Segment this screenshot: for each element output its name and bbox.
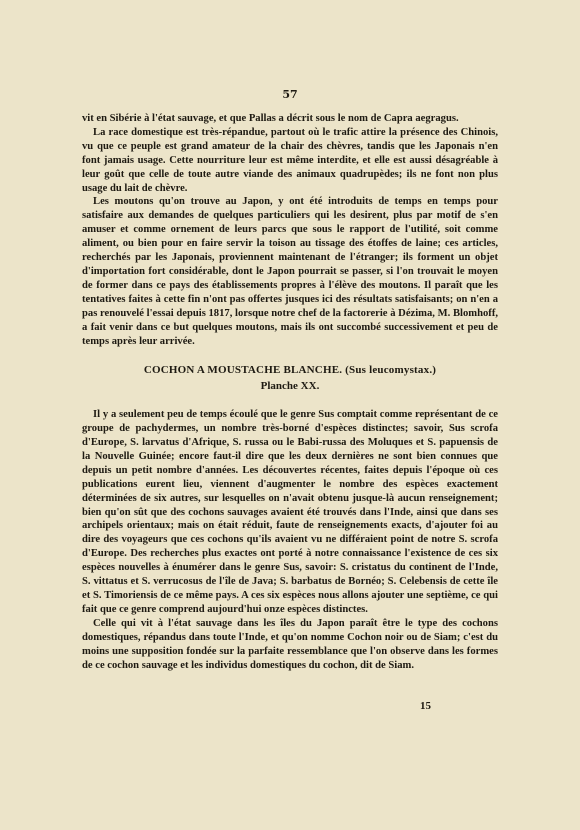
paragraph: La race domestique est très-répandue, partout où le trafic attire la présence des Chinois, vu que ce peuple est grand amateur de la chair des chèvres, tandis que les Japonais n'en font jamais usage. Cette nourriture leur est même interdite, et elle est aussi désagréable à leur goût que celle de toute autre viande des animaux quadrupèdes; ils ne font non plus usage du lait de chèvre. bbox=[82, 126, 498, 194]
paragraph: Celle qui vit à l'état sauvage dans les îles du Japon paraît être le type des cochons domestiques, répandus dans toute l'Inde, et qu'on nomme Cochon noir ou de Siam; c'est du moins une supposition fondée sur la parfaite ressemblance que l'on observe dans les formes de ce cochon sauvage et les individus domestiques du cochon, dit de Siam. bbox=[82, 617, 498, 671]
paragraph: Il y a seulement peu de temps écoulé que le genre Sus comptait comme représentant de ce groupe de pachydermes, un nombre très-borné d'espèces distinctes; savoir, Sus scrofa d'Europe, S. larvatus d'Afrique, S. russa ou le Babi-russa des Moluques et S. papuensis de la Nouvelle Guinée; encore faut-il dire que les deux dernières ne sont bien connues que depuis un petit nombre d'années. Les découvertes récentes, faites depuis l'époque où ces publications eurent lieu, viennent d'augmenter le nombre des espèces exactement déterminées de six autres, sur lesquelles on n'avait obtenu jusque-là aucun renseignement; bien qu'on sût que des cochons sauvages avaient été trouvés dans l'Inde, ainsi que dans ses archipels orientaux; mais on était réduit, faute de renseignements exacts, d'ajouter foi au dire des voyageurs que ces cochons qu'ils avaient vu ne différaient point de notre S. scrofa d'Europe. Des recherches plus exactes ont porté à notre connaissance l'existence de ces six espèces nouvelles à énumérer dans le genre Sus, savoir: S. cristatus du continent de l'Inde, S. vittatus et S. verrucosus de l'île de Java; S. barbatus de Bornéo; S. Celebensis de cette île et S. Timoriensis de ce même pays. A ces six espèces nous allons ajouter une septième, ce qui fait que ce genre comprend aujourd'hui onze espèces distinctes. bbox=[82, 409, 498, 615]
paragraph: Les moutons qu'on trouve au Japon, y ont été introduits de temps en temps pour satisfaire aux demandes de quelques particuliers qui les desirent, plus par motif de s'en amuser et comme ornement de leurs parcs que sous le rapport de l'utilité, soit comme aliment, ou bien pour en faire servir la toison au tissage des étoffes de laine; ces articles, recherchés par les Japonais, proviennent maintenant de l'étranger; ils forment un objet d'importation fort considérable, dont le Japon pourrait se passer, si l'on trouvait le moyen de former dans ce pays des établissements propres à l'élève des moutons. Il paraît que les tentatives faites à cette fin n'ont pas offertes jusques ici des résultats satisfaisants; on n'en a pas renouvelé l'essai depuis 1817, lorsque notre chef de la factorerie à Dézima, M. Blomhoff, a fait venir dans ce but quelques moutons, mais ils ont succombé successivement et peu de temps après leur arrivée. bbox=[82, 196, 498, 347]
section-heading: COCHON A MOUSTACHE BLANCHE. (Sus leucomystax.) bbox=[143, 364, 437, 377]
paragraph: vit en Sibérie à l'état sauvage, et que Pallas a décrit sous le nom de Capra aegragus. bbox=[82, 113, 459, 124]
page-number: 57 bbox=[282, 88, 298, 101]
signature-mark: 15 bbox=[420, 700, 431, 712]
plate-reference: Planche XX. bbox=[260, 380, 320, 393]
page-body bbox=[82, 112, 498, 672]
